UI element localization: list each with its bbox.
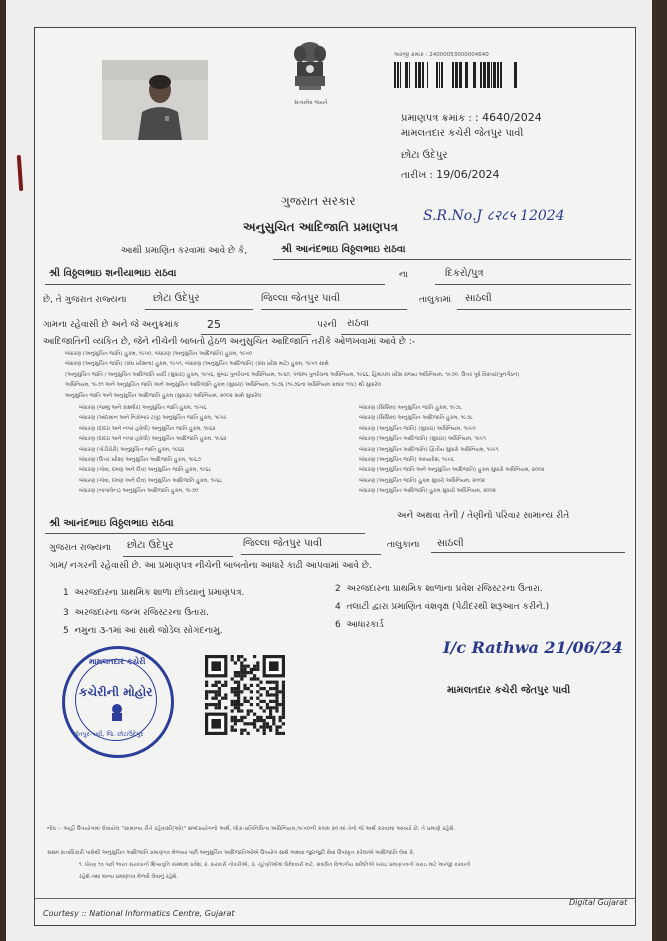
issue-date-label: તારીખ : <box>401 170 433 181</box>
basis-text: ગામ/ નગરની રહેવાસી છે. આ પ્રમાણપત્ર નીચેની બાબતોના આધારે કાઢી આપવામાં આવે છે. <box>49 561 372 571</box>
document-3: 3 અરજદારના જન્મ રજિસ્ટરના ઉતારા. <box>63 608 210 618</box>
applicant-name-2: શ્રી આનંદભાઇ વિઠ્ઠલભાઇ રાઠવા <box>49 518 174 529</box>
taluka-line <box>261 293 340 304</box>
document-2: 2 અરજદારના પ્રાથમિક શાળાના પ્રવેશ રજિસ્ટરના ઉતારા. <box>335 584 543 594</box>
office-line1: મામલતદાર કચેરી જેતપુર પાવી <box>401 128 524 139</box>
certify-text: આથી પ્રમાણિત કરવામાં આવે છે કે, <box>121 246 248 256</box>
footer-note-4: રહેશે તથા માન્ય પ્રમાણપત્ર મેળવી લેવાનું રહેશે. <box>79 874 178 880</box>
full-orders-list <box>65 349 519 401</box>
order-item: બંધારણ (પોંડીચેરી) અનુસુચિત જાતિ હુકમ, ૧૯૬૪ <box>79 446 185 453</box>
taluka-2: જેતપુર પાવી <box>273 538 323 549</box>
issue-date <box>401 168 499 181</box>
document-5: 5 નમુના ૩-૧માં આ સાથે જોડેલ સોગંદનામુ. <box>63 626 223 636</box>
emblem-caption: સત્યમેવ જયતે <box>294 100 328 106</box>
underline <box>123 556 233 557</box>
order-item: બંધારણ (સિક્કિમ) અનુસુચિત જાતિ હુકમ, ૧૯૭૮ <box>359 405 463 411</box>
district-suffix: જિલ્લા <box>261 293 288 304</box>
order-item: બંધારણ (અંદામાન અને નિકોબાર ટાપુ) અનુસુચિત જાતિ હુકમ, ૧૯૫૯ <box>79 415 227 422</box>
order-item: બંધારણ (સિક્કિમ) અનુસુચિત આદિજાતિ હુકમ, ૧૯૭૮ <box>359 415 473 422</box>
taluka-suffix: તાલુકામાં <box>419 295 452 305</box>
underline <box>261 309 407 310</box>
relation: દિકરો/પુત્ર <box>445 268 484 279</box>
serial-number: 25 <box>207 318 221 331</box>
order-item: બંધારણ (ગોવા, દમણ અને દીવ) અનુસુચિત આદિજાતિ હુકમ, ૧૯૬૮ <box>79 477 223 484</box>
applicant-name: શ્રી આનંદભાઇ વિઠ્ઠલભાઇ રાઠવા <box>281 244 406 255</box>
family-text: અને અથવા તેની / તેણીનો પરિવાર સામાન્ય રીતે <box>397 511 570 521</box>
courtesy-text: Courtesy :: National Informatics Centre, Gujarat <box>43 909 235 918</box>
underline <box>431 552 625 553</box>
underline <box>45 533 365 534</box>
document-1: 1 અરજદારના પ્રાથમિક શાળા છોડયાનું પ્રમાણપત્ર. <box>63 588 245 598</box>
footer-note-3: ૧. ધોરણ ૧૦ પછી ભારત સરકારની શિષ્યવૃત્તિ સંસ્થામાં પ્રવેશ, ૨. સરકારી નોકરીઓ, ૩. ચૂંટણીઓમાં ઉમેદવારી માટે, સંબંધિત વિભાગીય સમિતિએ ખરાઇ પ્રમાણપત્રની ખરાઇ માટે અરજી કરવાની <box>79 862 471 868</box>
taluka-line-2 <box>243 538 322 549</box>
sr-no-handwritten: S.R.No.J ८२८५ 12024 <box>423 208 565 224</box>
signature-handwritten: I/c Rathwa 21/06/24 <box>443 638 623 657</box>
order-item: બંધારણ (અનુસુચિત આદિજાતિ) હુકમ સુધારો અધિનિયમ, ૨૦૦૨ <box>359 488 496 495</box>
office-seal-icon <box>62 646 174 758</box>
issue-date-value: 19/06/2024 <box>436 168 500 181</box>
signatory-designation: મામલતદાર કચેરી જેતપુર પાવી <box>447 685 571 696</box>
village-2: સાઠલી <box>437 538 464 549</box>
certificate-frame <box>34 27 636 926</box>
tribe-text: આદિજાતિની વ્યકિત છે, જેને નીચેની બાબતો હેઠળ અનુસુચિત આદિજાતિ તરીકે ઓળખવામાં આવે છે :- <box>43 337 416 347</box>
father-name: શ્રી વિઠ્ઠલભાઇ શનીયાભાઇ રાઠવા <box>49 268 177 279</box>
qr-code-icon <box>205 655 285 735</box>
barcode-text: અરજી ક્રમાંક : 24000053000004640 <box>394 52 489 58</box>
order-item: (અનુસુચિત જાતિ / અનુસુચિત આદિજાતિ યાદી (સુધારા) હુકમ, ૧૯૫૬, મુંબઇ પુનર્રચના અધિનિયમ, ૧૯૬૦, પંજાબ પુનર્રચના અધિનિયમ, ૧૯૬૬, હિમાચલ પ્રદેશ રાજ્ય અધિનિયમ, ૧૯૭૦, ઉત્તર પૂર્વ વિસ્તાર(પુનર્ગઠન) <box>65 371 520 378</box>
order-item: બંધારણ (અનુસુચિત આદિજાતિ) દ્વિતીય સુધારો અધિનિયમ, ૧૯૯૧ <box>359 446 499 453</box>
document-4: 4 તલાટી દ્વારા પ્રમાણિત વંશવૃક્ષ (પેઢીદરથી શરૂઆત કરીને.) <box>335 602 550 612</box>
digital-gujarat-text: Digital Gujarat <box>569 898 628 907</box>
taluka2-suffix: તાલુકાના <box>387 540 420 550</box>
certificate-number-value: : 4640/2024 <box>474 111 542 124</box>
footer-divider <box>35 898 635 899</box>
certificate-number-label: પ્રમાણપત્ર ક્રમાંક : <box>401 113 472 124</box>
order-item: બંધારણ (જમ્મુ અને કાશ્મીર) અનુસુચિત જાતિ હુકમ, ૧૯૫૬ <box>79 405 207 411</box>
state-text-2: ગુજરાત રાજ્યના <box>49 543 112 553</box>
relation-prefix: ના <box>399 270 408 280</box>
underline <box>341 334 631 335</box>
underline <box>457 309 631 310</box>
order-item: બંધારણ (અનુસુચિત આદિજાતિ) (સુધારા) અધિનિયમ, ૧૯૯૧ <box>359 436 486 443</box>
underline <box>241 554 381 555</box>
applicant-photo <box>102 60 208 140</box>
underline <box>145 309 253 310</box>
seal-bottom-text: જેતપુર-પાવી, જિ. છોટાઉદેપુર <box>73 731 144 738</box>
office-line2: છોટા ઉદેપુર <box>401 150 448 161</box>
order-item: બંધારણ (ગોવા, દમણ અને દીવ) અનુસુચિત જાતિ હુકમ, ૧૯૬૮ <box>79 467 212 474</box>
certificate-number <box>401 111 542 124</box>
underline <box>273 259 631 260</box>
resident-text: ગામના રહેવાસી છે અને જે અનુક્રમાંક <box>43 320 180 330</box>
order-item: બંધારણ (અનુસુચિત જાતિ) (સુધારા) અધિનિયમ, ૧૯૯૦ <box>359 425 476 432</box>
order-item: બંધારણ (અનુસુચિત જાતિ) હુકમ, ૧૯૫૦, બંધારણ (અનુસુચિત આદિજાતિ) હુકમ, ૧૯૫૦ <box>65 351 252 357</box>
footer-note-2: સક્ષમ સત્તાધિકારી પાસેથી અનુસુચિત આદિજાતિ પ્રમાણપત્ર મેળવ્યા પછી અનુસુચિત આદિજાતિઓએ ઉપયોગ સાથે અથવા જુદાજુદી સેવા ઉપસ્કૃત કરેલાએ આદિજાતિ લેવા કે, <box>47 850 415 856</box>
seal-center-text: કચેરીની મોહોર <box>79 685 153 699</box>
underline <box>201 334 311 335</box>
order-item: બંધારણ (અનુસુચિત જાતિ) હુકમ સુધારો અધિનિયમ, ૨૦૦૨ <box>359 477 485 484</box>
barcode-icon <box>394 62 524 88</box>
seal-emblem-icon <box>109 703 125 723</box>
order-item: અધિનિયમ, ૧૯૭૧ અને અનુસુચિત જાતિ અને અનુસુચિત આદિજાતિ હુકમ (સુધારા) અધિનિયમ, ૧૯૭૬ (૧૯૭૬ના અધિનિયમ ક્રમાંક ૧૦૮) થી સુધારેલ <box>65 382 382 389</box>
order-item: બંધારણ (અનુસુચિત જાતિ અને અનુસુચિત આદિજાતિ) હુકમ સુધારો અધિનિયમ, ૨૦૦૨ <box>359 467 545 474</box>
order-item: અનુસુચિત જાતિ અને અનુસુચિત આદિજાતિ હુકમ (સુધારા) અધિનિયમ, ૨૦૦૨ સાથે સુધારેલ <box>65 392 262 399</box>
govt-heading: ગુજરાત સરકાર <box>281 194 356 208</box>
certificate-title: અનુસુચિત આદિજાતિ પ્રમાણપત્ર <box>243 220 398 234</box>
national-emblem-icon <box>285 38 335 102</box>
order-item: બંધારણ (ઉત્તર પ્રદેશ) અનુસુચિત આદિજાતિ હુકમ, ૧૯૬૭ <box>79 457 201 464</box>
document-6: 6 આધારકાર્ડ <box>335 620 384 630</box>
caste: રાઠવા <box>347 318 370 329</box>
order-item: બંધારણ (અનુસુચિત જાતિ) અધ્યાદેશ, ૧૯૯૬ <box>359 457 454 464</box>
district2-prefix: જિલ્લા <box>243 538 270 549</box>
seal-inner-ring <box>75 659 157 741</box>
orders-left-list <box>79 403 227 497</box>
district: છોટા ઉદેપુર <box>153 293 200 304</box>
district-2: છોટા ઉદેપુર <box>127 540 174 551</box>
order-item: બંધારણ (દાદરા અને નગર હવેલી) અનુસુચિત જાતિ હુકમ, ૧૯૬૨ <box>79 425 216 432</box>
order-item: બંધારણ (અનુસુચિત જાતિ) (સંઘ પ્રદેશના) હુકમ, ૧૯૫૧, બંધારણ (અનુસુચિત આદિજાતિ) (સંઘ પ્રદેશ માટે) હુકમ, ૧૯૫૧ સાથે <box>65 361 329 368</box>
paper-sheet <box>6 0 652 941</box>
footer-note-1: નોંધ :- અહીં ઉપયોગમાં લેવાયેલ "સામાન્ય રીતે રહેવાસી(ઓ)" શબ્દપ્રયોગનો અર્થ, લોક-પ્રતિનિધિત્વ અધિનિયમ,૧૯૫૦ની કલમ ૨૦-માં તેનો જે અર્થ કરવામાં આવ્યો છે, તે પ્રમાણે રહેશે. <box>47 826 456 832</box>
underline <box>45 284 385 285</box>
state-text: છે, તે ગુજરાત રાજ્યના <box>43 295 127 305</box>
village: સાઠલી <box>465 293 492 304</box>
order-item: બંધારણ (દાદરા અને નગર હવેલી) અનુસુચિત આદિજાતિ હુકમ, ૧૯૬૨ <box>79 436 227 443</box>
seal-top-text: મામલતદાર કચેરી <box>89 657 146 666</box>
underline <box>435 284 631 285</box>
order-item: બંધારણ (નાગાલેન્ડ) અનુસુચિત આદિજાતિ હુકમ, ૧૯૭૦ <box>79 488 199 495</box>
taluka: જેતપુર પાવી <box>291 293 341 304</box>
caste-prefix: પરની <box>317 320 337 330</box>
orders-right-list <box>359 403 544 497</box>
